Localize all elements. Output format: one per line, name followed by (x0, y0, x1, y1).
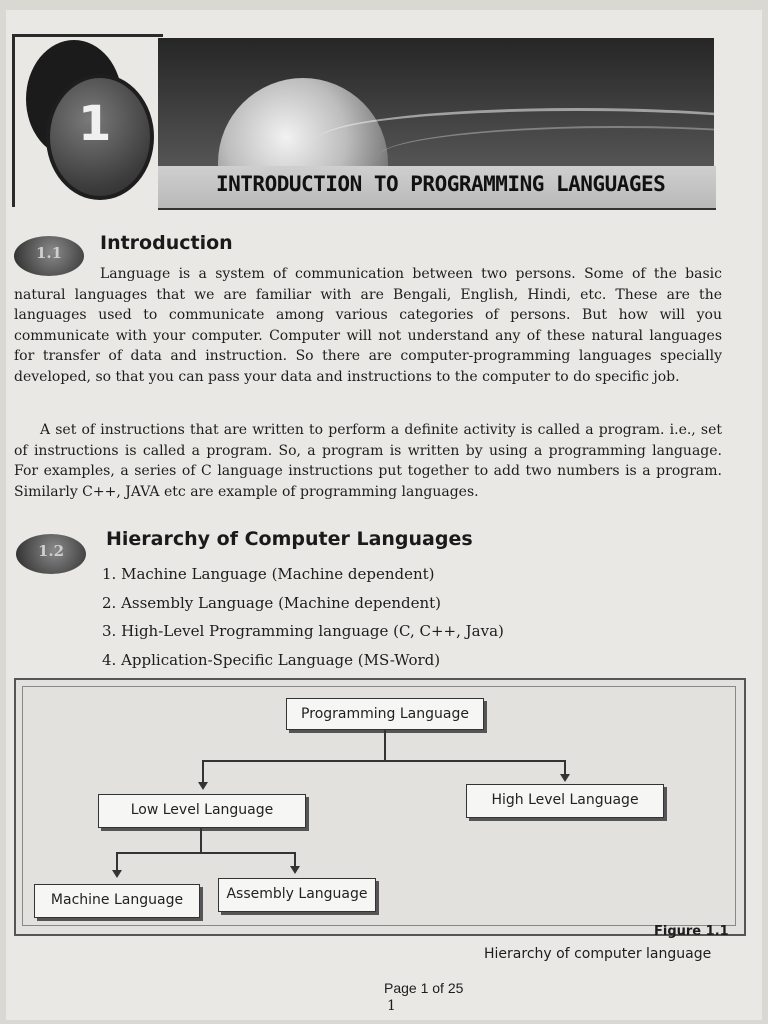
intro-paragraph-1: Language is a system of communication between two persons. Some of the basic natural languages that we are familiar with are Bengali, English, Hindi, etc. These are the languages used to communicate among various categories of persons. But how will you communicate with your computer. Computer will not understand any of these natural languages for transfer of data and instruction. So there are computer-programming languages specially developed, so that you can pass your data and instructions to the computer to do specific job. (14, 266, 722, 385)
connector-line (116, 852, 118, 872)
page-counter: Page 1 of 25 (384, 980, 464, 996)
node-low-level-language: Low Level Language (98, 794, 306, 828)
arrow-down-icon (560, 774, 570, 782)
chapter-banner-image (158, 38, 714, 166)
list-item: 4. Application-Specific Language (MS-Word) (102, 650, 441, 669)
page-number: 1 (387, 998, 396, 1014)
section-title-hierarchy: Hierarchy of Computer Languages (106, 528, 473, 550)
section-number: 1.1 (36, 244, 63, 262)
list-item: 2. Assembly Language (Machine dependent) (102, 593, 442, 612)
arrow-down-icon (198, 782, 208, 790)
list-item: 3. High-Level Programming language (C, C++, Java) (102, 622, 504, 640)
language-list (102, 560, 504, 674)
connector-line (202, 760, 566, 762)
node-programming-language: Programming Language (286, 698, 484, 730)
intro-paragraph-2: A set of instructions that are written to perform a definite activity is called a program. i.e., set of instructions is called a program. So, a program is written by using a programming language. For examples, a series of C language instructions put together to add two numbers is a program. Similarly C++, JAVA etc are example of programming languages. (14, 422, 722, 500)
connector-line (200, 828, 202, 852)
section-badge-1-2 (16, 534, 86, 574)
node-assembly-language: Assembly Language (218, 878, 376, 912)
node-high-level-language: High Level Language (466, 784, 664, 818)
figure-caption: Hierarchy of computer language (484, 946, 712, 962)
figure-label: Figure 1.1 (654, 924, 729, 939)
list-item: 1. Machine Language (Machine dependent) (102, 565, 435, 583)
chapter-number: 1 (78, 96, 112, 152)
connector-line (202, 760, 204, 784)
arrow-down-icon (112, 870, 122, 878)
connector-line (116, 852, 296, 854)
node-machine-language: Machine Language (34, 884, 200, 918)
connector-line (384, 730, 386, 760)
chapter-title: INTRODUCTION TO PROGRAMMING LANGUAGES (216, 172, 666, 196)
arrow-down-icon (290, 866, 300, 874)
section-title-introduction: Introduction (100, 232, 233, 254)
section-number: 1.2 (38, 542, 65, 560)
